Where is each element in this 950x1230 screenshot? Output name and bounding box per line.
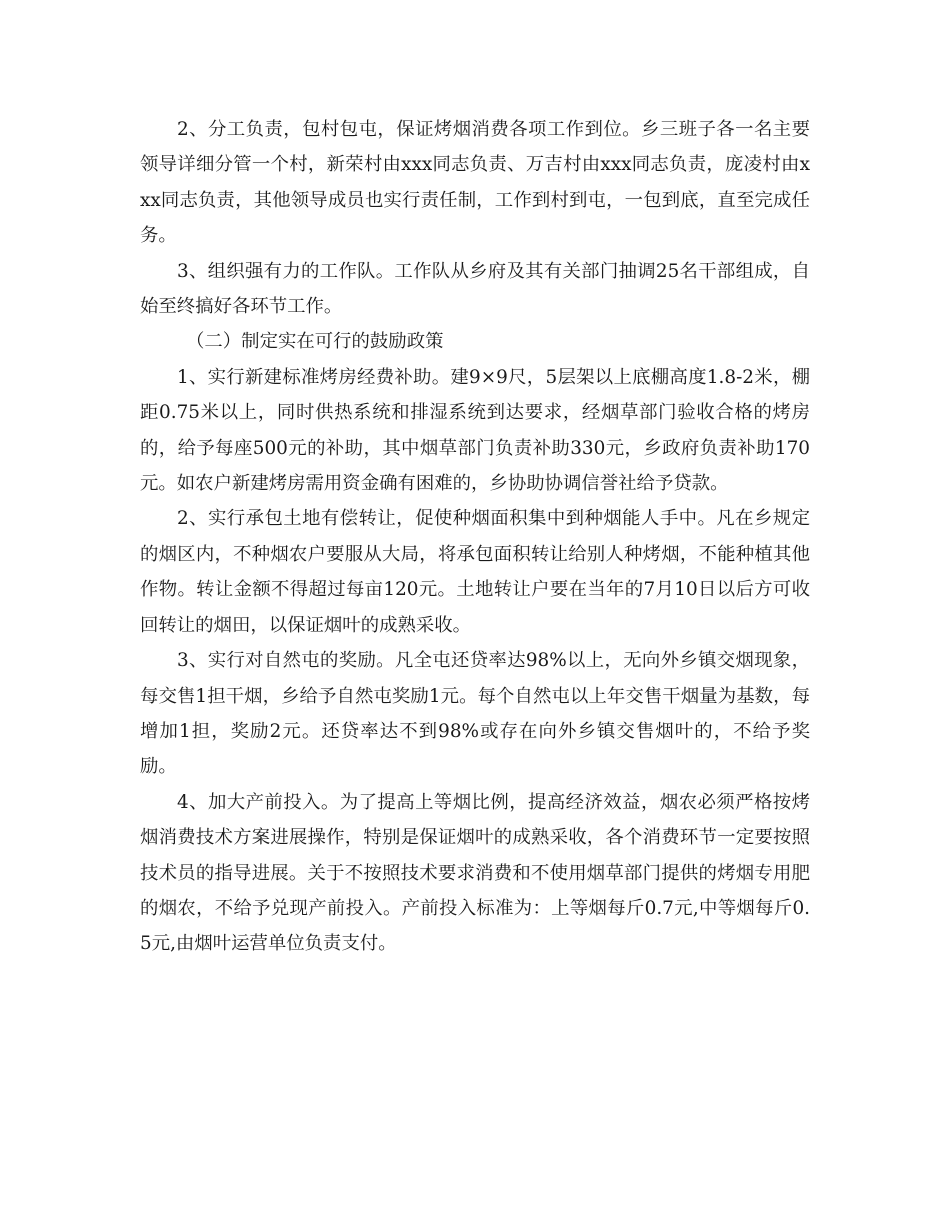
paragraph-item-2-responsibility: 2、分工负责，包村包屯，保证烤烟消费各项工作到位。乡三班子各一名主要领导详细分管一个村，新荣村由xxx同志负责、万吉村由xxx同志负责，庞凌村由xxx同志负责，其他领导成员也实行责任制，工作到村到屯，一包到底，直至完成任务。 (140, 119, 810, 247)
paragraph-item-4-pre-production-input: 4、加大产前投入。为了提高上等烟比例，提高经济效益，烟农必须严格按烤烟消费技术方案进展操作，特别是保证烟叶的成熟采收，各个消费环节一定要按照技术员的指导进展。关于不按照技术要求消费和不使用烟草部门提供的烤烟专用肥的烟农，不给予兑现产前投入。产前投入标准为：上等烟每斤0.7元,中等烟每斤0.5元,由烟叶运营单位负责支付。 (140, 791, 810, 955)
paragraph-item-1-curing-barn-subsidy: 1、实行新建标准烤房经费补助。建9×9尺，5层架以上底棚高度1.8-2米，棚距0.75米以上，同时供热系统和排湿系统到达要求，经烟草部门验收合格的烤房的，给予每座500元的补助，其中烟草部门负责补助330元，乡政府负责补助170元。如农户新建烤房需用资金确有困难的，乡协助协调信誉社给予贷款。 (140, 366, 810, 495)
paragraph-item-3-village-reward: 3、实行对自然屯的奖励。凡全屯还贷率达98%以上，无向外乡镇交烟现象，每交售1担干烟，乡给予自然屯奖励1元。每个自然屯以上年交售干烟量为基数，每增加1担，奖励2元。还贷率达不到98%或存在向外乡镇交售烟叶的，不给予奖励。 (140, 650, 810, 778)
document-body (140, 112, 810, 962)
paragraph-item-2-land-transfer: 2、实行承包土地有偿转让，促使种烟面积集中到种烟能人手中。凡在乡规定的烟区内，不种烟农户要服从大局，将承包面积转让给别人种烤烟，不能种植其他作物。转让金额不得超过每亩120元。土地转让户要在当年的7月10日以后方可收回转让的烟田，以保证烟叶的成熟采收。 (140, 508, 810, 636)
paragraph-item-3-work-team: 3、组织强有力的工作队。工作队从乡府及其有关部门抽调25名干部组成，自始至终搞好各环节工作。 (140, 260, 810, 318)
section-heading-incentive-policy: （二）制定实在可行的鼓励政策 (186, 331, 444, 353)
